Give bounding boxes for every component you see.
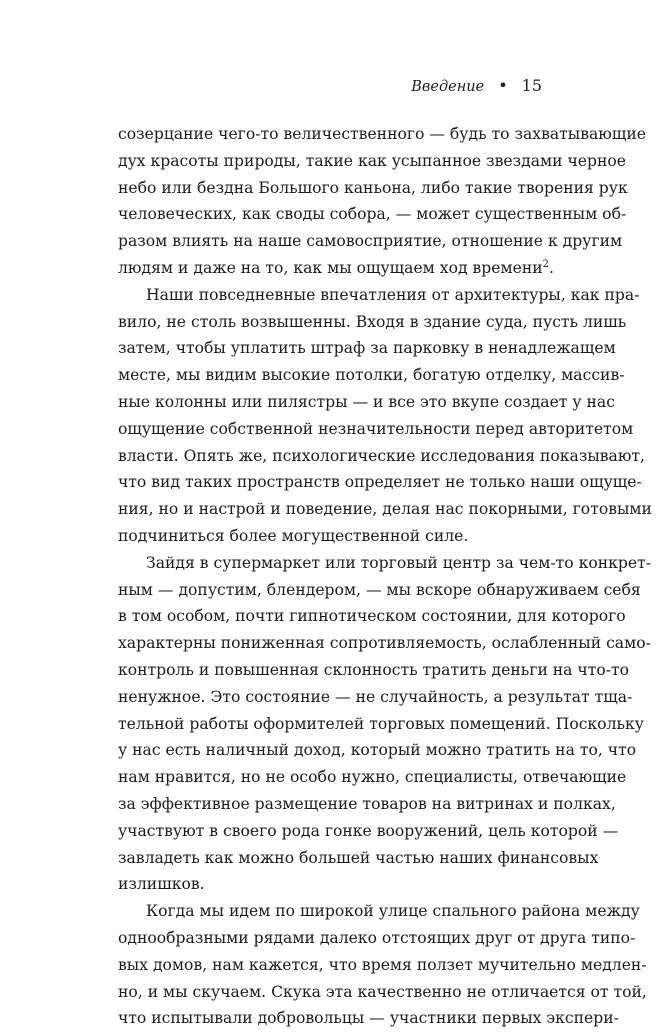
text-line: излишков. <box>118 875 205 894</box>
text-line: участвуют в своего рода гонке вооружений, цель которой — <box>118 821 619 840</box>
text-line: власти. Опять же, психологические исследования показывают, <box>118 446 645 465</box>
text-line: контроль и повышенная склонность тратить деньги на что-то <box>118 660 630 679</box>
text-line: ным — допустим, блендером, — мы вскоре обнаруживаем себя <box>118 580 641 599</box>
text-line: но, и мы скучаем. Скука эта качественно не отличается от той, <box>118 982 647 1001</box>
text-line: за эффективное размещение товаров на витринах и полках, <box>118 794 616 813</box>
text-line: тельной работы оформителей торговых помещений. Поскольку <box>118 714 644 733</box>
text-line: вых домов, нам кажется, что время ползет мучительно медлен- <box>118 955 647 974</box>
section-title: Введение <box>411 79 485 95</box>
body-text <box>118 121 652 1032</box>
text-line: ненужное. Это состояние — не случайность, а результат тща- <box>118 687 633 706</box>
text-line: человеческих, как своды собора, — может существенным об- <box>118 205 627 224</box>
paragraph-3 <box>118 550 652 898</box>
text-punctuation: . <box>549 258 554 277</box>
text-line: в том особом, почти гипнотическом состоянии, для которого <box>118 607 626 626</box>
text-line: однообразными рядами далеко отстоящих друг от друга типо- <box>118 928 636 947</box>
paragraph-1 <box>118 121 646 282</box>
text-line: дух красоты природы, такие как усыпанное звездами черное <box>118 151 627 170</box>
text-line: вило, не столь возвышенны. Входя в здание суда, пусть лишь <box>118 312 627 331</box>
text-line: что испытывали добровольцы — участники первых экспери- <box>118 1009 619 1028</box>
page-number: 15 <box>521 76 542 95</box>
text-line: небо или бездна Большого каньона, либо такие творения рук <box>118 178 628 197</box>
text-line: у нас есть наличный доход, который можно тратить на то, что <box>118 741 637 760</box>
text-line: созерцание чего-то величественного — будь то захватывающие <box>118 125 646 143</box>
paragraph-2 <box>118 282 652 550</box>
text-line: что вид таких пространств определяет не только наши ощуще- <box>118 473 642 492</box>
text-line: ные колонны или пилястры — и все это вкупе создает у нас <box>118 392 615 411</box>
text-line <box>118 255 554 282</box>
text-line: месте, мы видим высокие потолки, богатую отделку, массив- <box>118 366 625 385</box>
text-line: Зайдя в супермаркет или торговый центр за чем-то конкрет- <box>146 553 652 572</box>
text-line: Наши повседневные впечатления от архитектуры, как пра- <box>146 285 640 304</box>
text-line: разом влиять на наше самовосприятие, отношение к другим <box>118 232 623 251</box>
running-header <box>411 76 542 95</box>
text-line: нам нравится, но не особо нужно, специалисты, отвечающие <box>118 768 627 787</box>
text-line: подчиниться более могущественной силе. <box>118 526 469 545</box>
text-line: завладеть как можно большей частью наших финансовых <box>118 848 599 867</box>
text-line: характерны пониженная сопротивляемость, ослабленный само- <box>118 634 651 653</box>
text-line: ния, но и настрой и поведение, делая нас покорными, готовыми <box>118 500 652 519</box>
text-line: затем, чтобы уплатить штраф за парковку в ненадлежащем <box>118 339 616 358</box>
text-fragment: людям и даже на то, как мы ощущаем ход времени <box>118 258 543 277</box>
header-separator: • <box>498 76 508 95</box>
text-line: Когда мы идем по широкой улице спального района между <box>146 902 640 921</box>
paragraph-4 <box>118 898 647 1032</box>
text-line: ощущение собственной незначительности перед авторитетом <box>118 419 634 438</box>
footnote-reference[interactable]: 2 <box>542 258 550 270</box>
